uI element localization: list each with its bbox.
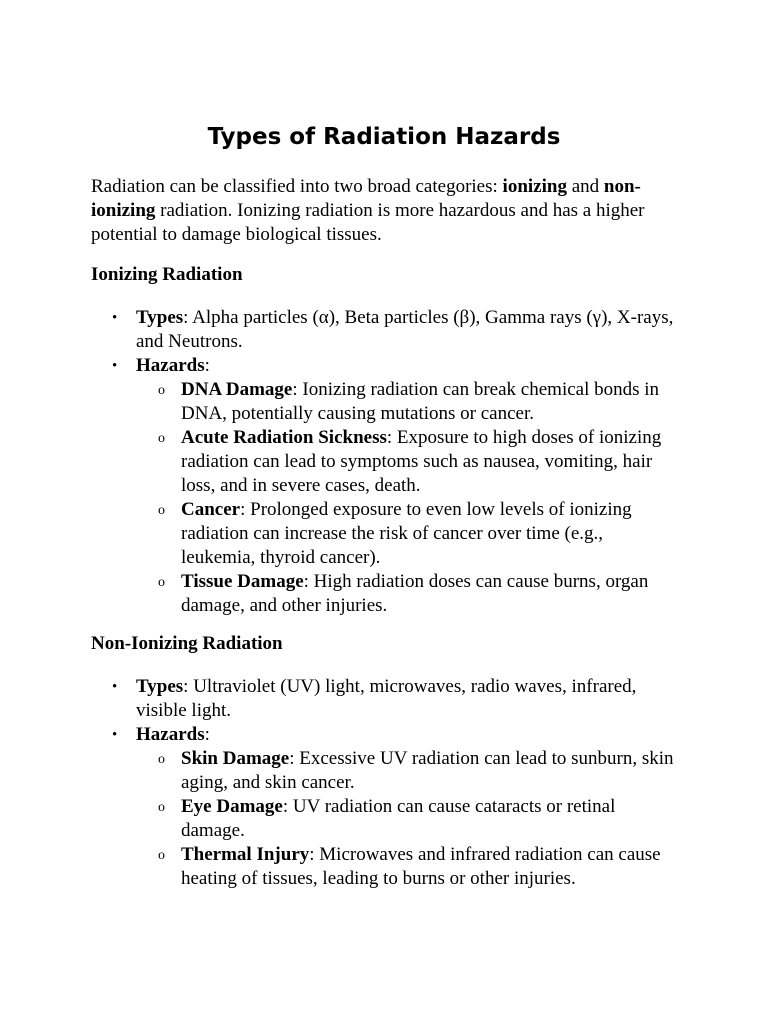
ionizing-hazards-list [136, 378, 681, 618]
non-ionizing-list [91, 675, 681, 891]
hazard-item-tissue-damage [136, 570, 681, 618]
hazard-text: : High radiation doses can cause burns, organ damage, and other injuries. [181, 571, 649, 616]
ionizing-list [91, 306, 681, 618]
hazard-text: : Excessive UV radiation can lead to sunburn, skin aging, and skin cancer. [181, 748, 674, 793]
types-text: : Alpha particles (α), Beta particles (β), Gamma rays (γ), X-rays, and Neutrons. [136, 307, 674, 352]
intro-term-ionizing: ionizing [502, 176, 567, 197]
section-heading-ionizing: Ionizing Radiation [91, 264, 243, 285]
intro-term-non-ionizing: non-ionizing [91, 176, 641, 221]
hazard-text: : Ionizing radiation can break chemical bonds in DNA, potentially causing mutations or cancer. [181, 379, 660, 424]
intro-text: radiation. Ionizing radiation is more hazardous and has a higher potential to damage biological tissues. [91, 200, 645, 245]
intro-paragraph [91, 175, 681, 247]
hazard-term: DNA Damage [181, 379, 293, 400]
hazard-term: Thermal Injury [181, 844, 310, 865]
hazard-term: Cancer [181, 499, 241, 520]
hazard-item-acute-radiation-sickness [136, 426, 681, 498]
hazard-term: Tissue Damage [181, 571, 304, 592]
hazard-text: : Exposure to high doses of ionizing radiation can lead to symptoms such as nausea, vomiting, hair loss, and in severe cases, death. [181, 427, 662, 496]
types-label: Types [136, 676, 184, 697]
hazards-label: Hazards [136, 355, 205, 376]
hazard-text: : Microwaves and infrared radiation can cause heating of tissues, leading to burns or other injuries. [181, 844, 661, 889]
hazard-term: Skin Damage [181, 748, 290, 769]
intro-text: Radiation can be classified into two broad categories: [91, 176, 503, 197]
hazard-item-eye-damage [136, 795, 681, 843]
hazards-colon: : [204, 724, 210, 745]
hazard-item-dna-damage [136, 378, 681, 426]
intro-text: and [566, 176, 604, 197]
hazard-item-cancer [136, 498, 681, 570]
hazard-term: Acute Radiation Sickness [181, 427, 387, 448]
hazard-text: : Prolonged exposure to even low levels of ionizing radiation can increase the risk of cancer over time (e.g., leukemia, thyroid cancer). [181, 499, 632, 568]
list-item-types [91, 306, 681, 354]
list-item-hazards [91, 723, 681, 891]
list-item-types [91, 675, 681, 723]
hazards-label: Hazards [136, 724, 205, 745]
hazards-colon: : [204, 355, 210, 376]
non-ionizing-hazards-list [136, 747, 681, 891]
hazard-term: Eye Damage [181, 796, 283, 817]
list-item-hazards [91, 354, 681, 618]
section-heading-non-ionizing: Non-Ionizing Radiation [91, 633, 283, 654]
hazard-item-thermal-injury [136, 843, 681, 891]
hazard-text: : UV radiation can cause cataracts or retinal damage. [181, 796, 616, 841]
page-title: Types of Radiation Hazards [207, 124, 561, 150]
types-text: : Ultraviolet (UV) light, microwaves, radio waves, infrared, visible light. [136, 676, 637, 721]
hazard-item-skin-damage [136, 747, 681, 795]
types-label: Types [136, 307, 184, 328]
